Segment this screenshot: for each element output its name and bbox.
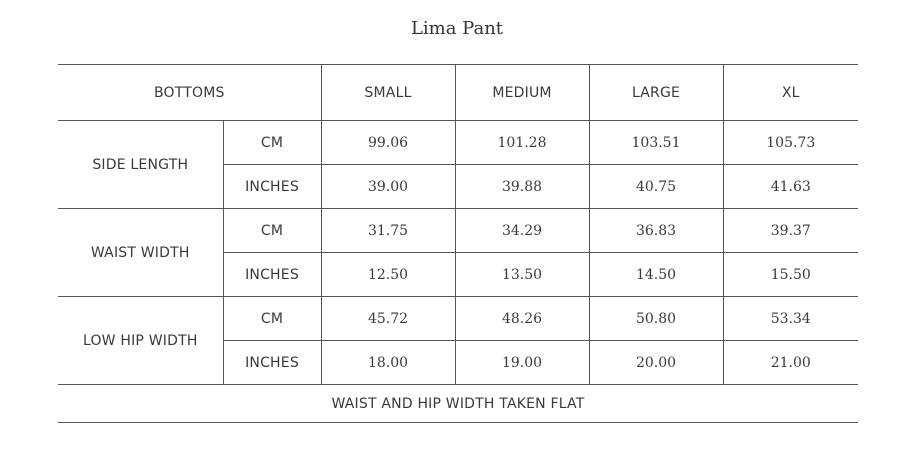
- measurement-label: LOW HIP WIDTH: [58, 297, 223, 385]
- value-cell: 34.29: [455, 209, 589, 253]
- value-cell: 20.00: [589, 341, 723, 385]
- footnote: WAIST AND HIP WIDTH TAKEN FLAT: [58, 385, 858, 423]
- value-cell: 53.34: [723, 297, 858, 341]
- value-cell: 19.00: [455, 341, 589, 385]
- value-cell: 45.72: [321, 297, 455, 341]
- measurement-label: WAIST WIDTH: [58, 209, 223, 297]
- footnote-row: [58, 385, 858, 423]
- value-cell: 15.50: [723, 253, 858, 297]
- table-row: [58, 121, 858, 165]
- size-header-medium: MEDIUM: [455, 65, 589, 121]
- size-chart-table: [58, 64, 858, 423]
- value-cell: 103.51: [589, 121, 723, 165]
- unit-label: INCHES: [223, 165, 321, 209]
- value-cell: 39.37: [723, 209, 858, 253]
- value-cell: 101.28: [455, 121, 589, 165]
- value-cell: 13.50: [455, 253, 589, 297]
- value-cell: 40.75: [589, 165, 723, 209]
- value-cell: 39.00: [321, 165, 455, 209]
- size-header-large: LARGE: [589, 65, 723, 121]
- value-cell: 18.00: [321, 341, 455, 385]
- value-cell: 41.63: [723, 165, 858, 209]
- header-row: [58, 65, 858, 121]
- table-row: [58, 297, 858, 341]
- size-header-xl: XL: [723, 65, 858, 121]
- unit-label: CM: [223, 209, 321, 253]
- unit-label: INCHES: [223, 253, 321, 297]
- value-cell: 39.88: [455, 165, 589, 209]
- value-cell: 21.00: [723, 341, 858, 385]
- category-header: BOTTOMS: [58, 65, 321, 121]
- chart-title: Lima Pant: [410, 18, 504, 39]
- value-cell: 31.75: [321, 209, 455, 253]
- value-cell: 36.83: [589, 209, 723, 253]
- value-cell: 105.73: [723, 121, 858, 165]
- value-cell: 99.06: [321, 121, 455, 165]
- unit-label: INCHES: [223, 341, 321, 385]
- value-cell: 50.80: [589, 297, 723, 341]
- unit-label: CM: [223, 297, 321, 341]
- table-row: [58, 209, 858, 253]
- value-cell: 12.50: [321, 253, 455, 297]
- value-cell: 48.26: [455, 297, 589, 341]
- unit-label: CM: [223, 121, 321, 165]
- measurement-label: SIDE LENGTH: [58, 121, 223, 209]
- size-header-small: SMALL: [321, 65, 455, 121]
- value-cell: 14.50: [589, 253, 723, 297]
